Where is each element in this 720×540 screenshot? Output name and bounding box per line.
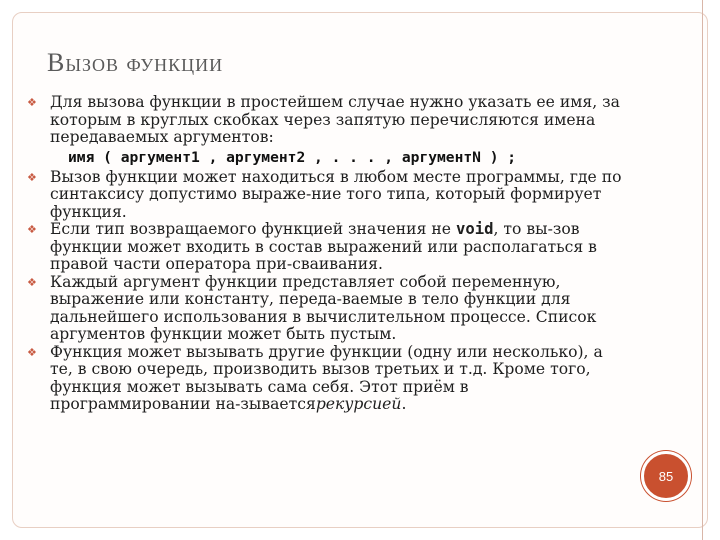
bullet-text-before: Если тип возвращаемого функцией значения не xyxy=(50,220,456,238)
bullet-item-2 xyxy=(24,169,624,222)
slide-content xyxy=(24,94,624,414)
void-keyword: void xyxy=(455,220,494,238)
slide-title: Вызов функции xyxy=(47,48,224,77)
bullet-item-5 xyxy=(24,344,624,414)
slide-edge-line xyxy=(702,0,703,540)
diamond-bullet-icon: ❖ xyxy=(27,345,37,359)
diamond-bullet-icon: ❖ xyxy=(27,170,37,184)
bullet-item-4 xyxy=(24,274,624,344)
bullet-text: Вызов функции может находиться в любом месте программы, где по синтаксису допустимо выраже-ние того типа, который формирует функция. xyxy=(50,167,622,221)
bullet-text-after: . xyxy=(401,395,407,413)
page-number-badge: 85 xyxy=(641,451,691,501)
bullet-item-3 xyxy=(24,221,624,274)
bullet-item-1 xyxy=(24,94,624,147)
bullet-text-after: , то вы-зов функции может входить в состав выражений или располагаться в правой части оператора при-сваивания. xyxy=(50,220,597,273)
function-call-syntax: имя ( аргумент1 , аргумент2 , . . . , аргументN ) ; xyxy=(68,148,517,166)
bullet-text-before: Функция может вызывать другие функции (одну или несколько), а те, в свою очередь, производить вызов третьих и т.д. Кроме того, функция может вызывать сама себя. Этот приём в программировании на-зывается xyxy=(50,342,603,413)
recursion-term: рекурсией xyxy=(315,395,402,413)
diamond-bullet-icon: ❖ xyxy=(27,275,37,289)
diamond-bullet-icon: ❖ xyxy=(27,223,37,236)
diamond-bullet-icon: ❖ xyxy=(27,96,37,109)
bullet-text: Для вызова функции в простейшем случае нужно указать ее имя, за которым в круглых скобках через запятую перечисляются имена передаваемых аргументов: xyxy=(50,93,620,146)
bullet-text: Каждый аргумент функции представляет собой переменную, выражение или константу, переда-ваемые в тело функции для дальнейшего использования в вычислительном процессе. Список аргументов функции может быть пустым. xyxy=(50,272,597,343)
